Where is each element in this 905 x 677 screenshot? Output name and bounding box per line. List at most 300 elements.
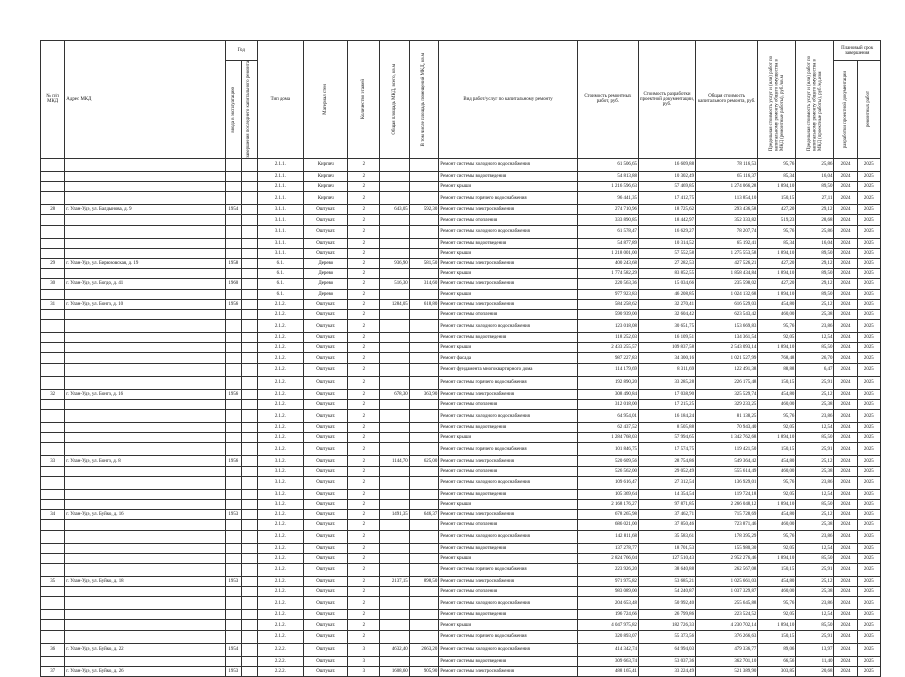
cell-yr [241, 656, 257, 666]
cell-c1: 1 284 768,03 [577, 433, 638, 443]
cell-u1: 95,76 [758, 225, 796, 238]
cell-d2: 2025 [857, 171, 880, 181]
cell-addr: г. Улан-Удэ, ул. Богдо, д. 41 [65, 279, 226, 289]
cell-type: 2.2.2. [257, 656, 303, 666]
cell-addr: г. Улан-Удэ, ул. Бирюзовская, д. 19 [65, 258, 226, 268]
cell-u2: 23,86 [796, 597, 834, 610]
cell-c2: 26 799,86 [638, 610, 695, 620]
cell-c1: 320 893,07 [577, 630, 638, 643]
cell-type: 2.1.2. [257, 576, 303, 586]
cell-yb [225, 238, 241, 248]
header-num: № п/п МКД [41, 41, 65, 159]
table-row [41, 620, 881, 630]
cell-c3: 329 233,25 [696, 399, 758, 409]
cell-work: Ремонт крыши [439, 433, 577, 443]
cell-yr [241, 410, 257, 423]
cell-c2: 38 640,88 [638, 563, 695, 576]
cell-yr [241, 543, 257, 553]
cell-yr [241, 597, 257, 610]
cell-ta [380, 158, 410, 171]
cell-u2: 6,47 [796, 363, 834, 376]
cell-d2: 2025 [857, 299, 880, 309]
cell-work: Ремонт фасада [439, 353, 577, 363]
cell-ta [380, 333, 410, 343]
cell-work: Ремонт системы отопления [439, 466, 577, 476]
cell-type: 2.1.2. [257, 587, 303, 597]
cell-yr [241, 289, 257, 299]
cell-ta [380, 433, 410, 443]
table-row [41, 510, 881, 520]
cell-c3: 723 871,46 [696, 520, 758, 530]
cell-work: Ремонт крыши [439, 553, 577, 563]
cell-addr: г. Улан-Удэ, ул. Буйко, д. 22 [65, 643, 226, 656]
cell-n [41, 158, 65, 171]
cell-yb [225, 309, 241, 319]
cell-la [409, 215, 439, 225]
cell-type: 2.1.1. [257, 171, 303, 181]
cell-type: 2.1.2. [257, 376, 303, 389]
cell-u1: 1 894,10 [758, 269, 796, 279]
cell-yb [225, 443, 241, 456]
cell-ta [380, 563, 410, 576]
cell-mat: Оштукат. [304, 597, 348, 610]
cell-type: 2.1.2. [257, 410, 303, 423]
cell-d1: 2024 [834, 530, 857, 543]
cell-d2: 2025 [857, 423, 880, 433]
cell-c2: 17 574,75 [638, 443, 695, 456]
cell-ta: 1491,35 [380, 510, 410, 520]
cell-c2: 32 270,41 [638, 299, 695, 309]
cell-yr [241, 476, 257, 489]
cell-yb [225, 620, 241, 630]
cell-d1: 2024 [834, 597, 857, 610]
cell-la [409, 182, 439, 192]
cell-fl: 2 [348, 587, 380, 597]
cell-c2: 53 685,21 [638, 576, 695, 586]
cell-u2: 25,91 [796, 630, 834, 643]
cell-n [41, 489, 65, 499]
cell-addr: г. Улан-Удэ, ул. Балдынова, д. 9 [65, 205, 226, 215]
cell-la [409, 225, 439, 238]
cell-c3: 1 037 329,87 [696, 587, 758, 597]
cell-la: 618,80 [409, 299, 439, 309]
cell-c1: 983 089,00 [577, 587, 638, 597]
cell-c2: 30 651,75 [638, 320, 695, 333]
cell-u1: 150,15 [758, 563, 796, 576]
cell-fl: 2 [348, 443, 380, 456]
cell-addr [65, 597, 226, 610]
cell-yb [225, 499, 241, 509]
cell-work: Ремонт системы холодного водоснабжения [439, 530, 577, 543]
cell-d2: 2025 [857, 666, 880, 676]
cell-u2: 23,86 [796, 320, 834, 333]
table-row [41, 269, 881, 279]
cell-u1: 92,05 [758, 423, 796, 433]
cell-yr [241, 320, 257, 333]
cell-c3: 119 724,18 [696, 489, 758, 499]
cell-work: Ремонт системы водоотведения [439, 171, 577, 181]
cell-yr [241, 343, 257, 353]
cell-c1: 54 877,89 [577, 238, 638, 248]
cell-addr [65, 587, 226, 597]
cell-yb: 1953 [225, 666, 241, 676]
cell-d2: 2025 [857, 376, 880, 389]
cell-type: 2.1.2. [257, 530, 303, 543]
cell-d1: 2024 [834, 205, 857, 215]
cell-c2: 83 852,55 [638, 269, 695, 279]
header-address: Адрес МКД [65, 41, 226, 159]
cell-addr: г. Улан-Удэ, ул. Бонгз, д. 10 [65, 299, 226, 309]
cell-yb [225, 423, 241, 433]
cell-c3: 1 275 553,58 [696, 248, 758, 258]
cell-yr [241, 466, 257, 476]
cell-addr [65, 399, 226, 409]
cell-yr [241, 423, 257, 433]
cell-mat: Оштукат. [304, 443, 348, 456]
cell-c2: 28 754,86 [638, 456, 695, 466]
header-work-type: Вид работ/услуг по капитальному ремонту [439, 41, 577, 159]
cell-yb [225, 466, 241, 476]
cell-ta [380, 289, 410, 299]
cell-n [41, 182, 65, 192]
cell-fl: 3 [348, 643, 380, 656]
cell-la: 2663,20 [409, 643, 439, 656]
cell-fl: 2 [348, 269, 380, 279]
cell-type: 3.1.2. [257, 499, 303, 509]
cell-u1: 150,15 [758, 443, 796, 456]
table-row [41, 215, 881, 225]
cell-n [41, 620, 65, 630]
cell-ta: 643,05 [380, 205, 410, 215]
table-row [41, 182, 881, 192]
cell-n: 37 [41, 666, 65, 676]
cell-u1: 460,00 [758, 399, 796, 409]
cell-u1: 1 894,10 [758, 343, 796, 353]
cell-u2: 20,68 [796, 666, 834, 676]
cell-fl: 2 [348, 499, 380, 509]
cell-work: Ремонт системы горячего водоснабжения [439, 192, 577, 205]
cell-c1: 142 811,68 [577, 530, 638, 543]
cell-fl: 2 [348, 630, 380, 643]
cell-yr [241, 205, 257, 215]
cell-yb: 1956 [225, 389, 241, 399]
cell-fl: 2 [348, 158, 380, 171]
cell-work: Ремонт крыши [439, 248, 577, 258]
cell-n [41, 171, 65, 181]
cell-work: Ремонт системы отопления [439, 520, 577, 530]
cell-yr [241, 363, 257, 376]
cell-c2: 33 285,28 [638, 376, 695, 389]
cell-n [41, 563, 65, 576]
cell-d1: 2024 [834, 563, 857, 576]
cell-u1: 92,05 [758, 610, 796, 620]
cell-fl: 2 [348, 215, 380, 225]
cell-d1: 2024 [834, 543, 857, 553]
cell-ta [380, 225, 410, 238]
cell-addr [65, 192, 226, 205]
cell-c3: 616 529,03 [696, 299, 758, 309]
cell-mat: Кирпич [304, 158, 348, 171]
cell-c3: 427 526,21 [696, 258, 758, 268]
cell-c3: 178 395,29 [696, 530, 758, 543]
cell-yb [225, 333, 241, 343]
table-row [41, 630, 881, 643]
header-deadline-group: Плановый срок завершения [834, 41, 881, 61]
cell-d1: 2024 [834, 610, 857, 620]
cell-d2: 2025 [857, 643, 880, 656]
cell-fl: 2 [348, 343, 380, 353]
cell-u2: 26,70 [796, 353, 834, 363]
cell-la: 625,00 [409, 456, 439, 466]
cell-addr [65, 499, 226, 509]
cell-c3: 136 929,01 [696, 476, 758, 489]
cell-ta [380, 499, 410, 509]
cell-u1: 454,80 [758, 510, 796, 520]
cell-la: 363,90 [409, 389, 439, 399]
cell-la [409, 376, 439, 389]
cell-fl: 2 [348, 333, 380, 343]
cell-addr [65, 238, 226, 248]
cell-u2: 25,38 [796, 399, 834, 409]
cell-work: Ремонт системы электроснабжения [439, 666, 577, 676]
cell-c2: 27 282,53 [638, 258, 695, 268]
table-row [41, 343, 881, 353]
cell-u1: 427,20 [758, 279, 796, 289]
cell-c1: 488 165,41 [577, 666, 638, 676]
cell-n [41, 333, 65, 343]
cell-u1: 89,06 [758, 643, 796, 656]
cell-work: Ремонт системы отопления [439, 399, 577, 409]
cell-work: Ремонт крыши [439, 499, 577, 509]
cell-work: Ремонт системы холодного водоснабжения [439, 225, 577, 238]
cell-yb [225, 158, 241, 171]
cell-c3: 623 543,42 [696, 309, 758, 319]
cell-work: Ремонт системы горячего водоснабжения [439, 563, 577, 576]
cell-u2: 13,97 [796, 643, 834, 656]
cell-yb [225, 182, 241, 192]
cell-d2: 2025 [857, 576, 880, 586]
cell-c2: 54 240,87 [638, 587, 695, 597]
cell-work: Ремонт фундамента многоквартирного дома [439, 363, 577, 376]
cell-u1: 95,76 [758, 410, 796, 423]
cell-fl: 2 [348, 205, 380, 215]
cell-d2: 2025 [857, 248, 880, 258]
cell-u2: 12,54 [796, 333, 834, 343]
cell-yr [241, 530, 257, 543]
cell-fl: 2 [348, 182, 380, 192]
cell-yr [241, 587, 257, 597]
cell-fl: 2 [348, 289, 380, 299]
cell-la [409, 520, 439, 530]
cell-fl: 2 [348, 456, 380, 466]
cell-work: Ремонт системы водоотведения [439, 543, 577, 553]
cell-ta [380, 182, 410, 192]
cell-d2: 2025 [857, 333, 880, 343]
cell-u2: 89,50 [796, 269, 834, 279]
cell-d2: 2025 [857, 258, 880, 268]
cell-mat: Оштукат. [304, 666, 348, 676]
cell-la [409, 597, 439, 610]
cell-u1: 150,15 [758, 192, 796, 205]
cell-addr [65, 225, 226, 238]
table-row [41, 320, 881, 333]
cell-la [409, 587, 439, 597]
cell-type: 2.1.2. [257, 433, 303, 443]
cell-d1: 2024 [834, 363, 857, 376]
cell-la [409, 563, 439, 576]
cell-n: 30 [41, 279, 65, 289]
cell-n [41, 433, 65, 443]
cell-c1: 196 724,66 [577, 610, 638, 620]
cell-mat: Оштукат. [304, 389, 348, 399]
cell-d1: 2024 [834, 333, 857, 343]
cell-c3: 715 728,69 [696, 510, 758, 520]
cell-d1: 2024 [834, 399, 857, 409]
cell-u2: 25,91 [796, 443, 834, 456]
cell-ta [380, 320, 410, 333]
cell-la [409, 309, 439, 319]
cell-c3: 2 543 093,14 [696, 343, 758, 353]
cell-c2: 17 038,90 [638, 389, 695, 399]
cell-addr [65, 520, 226, 530]
cell-yr [241, 553, 257, 563]
cell-u2: 25,38 [796, 466, 834, 476]
cell-d2: 2025 [857, 630, 880, 643]
cell-ta [380, 553, 410, 563]
cell-mat: Оштукат. [304, 433, 348, 443]
cell-u1: 95,76 [758, 476, 796, 489]
cell-n: 31 [41, 299, 65, 309]
cell-ta [380, 630, 410, 643]
cell-n [41, 476, 65, 489]
cell-ta [380, 269, 410, 279]
cell-c2: 97 871,85 [638, 499, 695, 509]
cell-mat: Оштукат. [304, 630, 348, 643]
cell-fl: 2 [348, 423, 380, 433]
cell-c3: 293 436,58 [696, 205, 758, 215]
cell-c2: 127 510,43 [638, 553, 695, 563]
cell-c2: 16 629,27 [638, 225, 695, 238]
cell-fl: 2 [348, 530, 380, 543]
cell-c1: 192 890,20 [577, 376, 638, 389]
cell-u2: 12,54 [796, 423, 834, 433]
cell-n [41, 610, 65, 620]
cell-u2: 11,40 [796, 656, 834, 666]
cell-c3: 134 361,54 [696, 333, 758, 343]
cell-type: 2.1.1. [257, 158, 303, 171]
cell-fl: 2 [348, 510, 380, 520]
cell-u1: 1 894,10 [758, 620, 796, 630]
cell-la [409, 353, 439, 363]
cell-mat: Оштукат. [304, 656, 348, 666]
cell-fl: 2 [348, 363, 380, 376]
cell-c1: 274 710,96 [577, 205, 638, 215]
cell-d1: 2024 [834, 289, 857, 299]
table-row [41, 666, 881, 676]
header-unit-cost-1: Предельная стоимость услуг и (или) работ по капитальному ремонту общего имущества в МКД (ремонтные работы), руб./кв.м [768, 56, 785, 152]
cell-u1: 85,34 [758, 171, 796, 181]
cell-mat: Оштукат. [304, 225, 348, 238]
cell-type: 3.1.1. [257, 215, 303, 225]
cell-type: 6.1. [257, 279, 303, 289]
cell-d2: 2025 [857, 530, 880, 543]
cell-ta [380, 215, 410, 225]
cell-la [409, 499, 439, 509]
cell-type: 2.2.2. [257, 666, 303, 676]
cell-mat: Оштукат. [304, 363, 348, 376]
cell-type: 2.1.2. [257, 510, 303, 520]
cell-yr [241, 215, 257, 225]
cell-yb [225, 587, 241, 597]
cell-c3: 81 138,25 [696, 410, 758, 423]
cell-c3: 362 701,10 [696, 656, 758, 666]
cell-mat: Оштукат. [304, 320, 348, 333]
cell-d2: 2025 [857, 399, 880, 409]
cell-c1: 101 846,75 [577, 443, 638, 456]
cell-n [41, 215, 65, 225]
cell-d1: 2024 [834, 630, 857, 643]
cell-d1: 2024 [834, 587, 857, 597]
cell-yr [241, 443, 257, 456]
cell-d2: 2025 [857, 656, 880, 666]
cell-c3: 255 645,88 [696, 597, 758, 610]
cell-yr [241, 192, 257, 205]
cell-type: 2.1.2. [257, 553, 303, 563]
cell-la: 646,37 [409, 510, 439, 520]
cell-type: 2.1.1. [257, 182, 303, 192]
cell-d1: 2024 [834, 666, 857, 676]
cell-u1: 1 894,10 [758, 248, 796, 258]
cell-mat: Оштукат. [304, 499, 348, 509]
cell-c2: 18 442,97 [638, 215, 695, 225]
cell-mat: Оштукат. [304, 238, 348, 248]
cell-c3: 1 274 066,28 [696, 182, 758, 192]
cell-u2: 89,50 [796, 248, 834, 258]
cell-u2: 85,50 [796, 553, 834, 563]
cell-u2: 25,12 [796, 456, 834, 466]
cell-u1: 519,23 [758, 215, 796, 225]
cell-type: 2.1.2. [257, 423, 303, 433]
cell-fl: 2 [348, 410, 380, 423]
cell-work: Ремонт крыши [439, 289, 577, 299]
cell-fl: 2 [348, 248, 380, 258]
cell-c1: 96 441,35 [577, 192, 638, 205]
cell-yb [225, 520, 241, 530]
cell-d1: 2024 [834, 258, 857, 268]
cell-c2: 18 725,62 [638, 205, 695, 215]
cell-ta [380, 192, 410, 205]
cell-n [41, 238, 65, 248]
cell-yb: 1956 [225, 456, 241, 466]
cell-u1: 460,00 [758, 466, 796, 476]
cell-d2: 2025 [857, 215, 880, 225]
cell-yb [225, 553, 241, 563]
cell-u2: 12,54 [796, 610, 834, 620]
cell-c3: 1 024 132,68 [696, 289, 758, 299]
cell-c1: 114 179,69 [577, 363, 638, 376]
cell-yb [225, 343, 241, 353]
table-row [41, 423, 881, 433]
cell-la [409, 630, 439, 643]
cell-ta [380, 399, 410, 409]
cell-c1: 312 018,00 [577, 399, 638, 409]
cell-la: 898,50 [409, 576, 439, 586]
cell-yb [225, 192, 241, 205]
cell-c2: 10 314,52 [638, 238, 695, 248]
cell-d1: 2024 [834, 520, 857, 530]
cell-yb [225, 353, 241, 363]
cell-u1: 150,15 [758, 630, 796, 643]
